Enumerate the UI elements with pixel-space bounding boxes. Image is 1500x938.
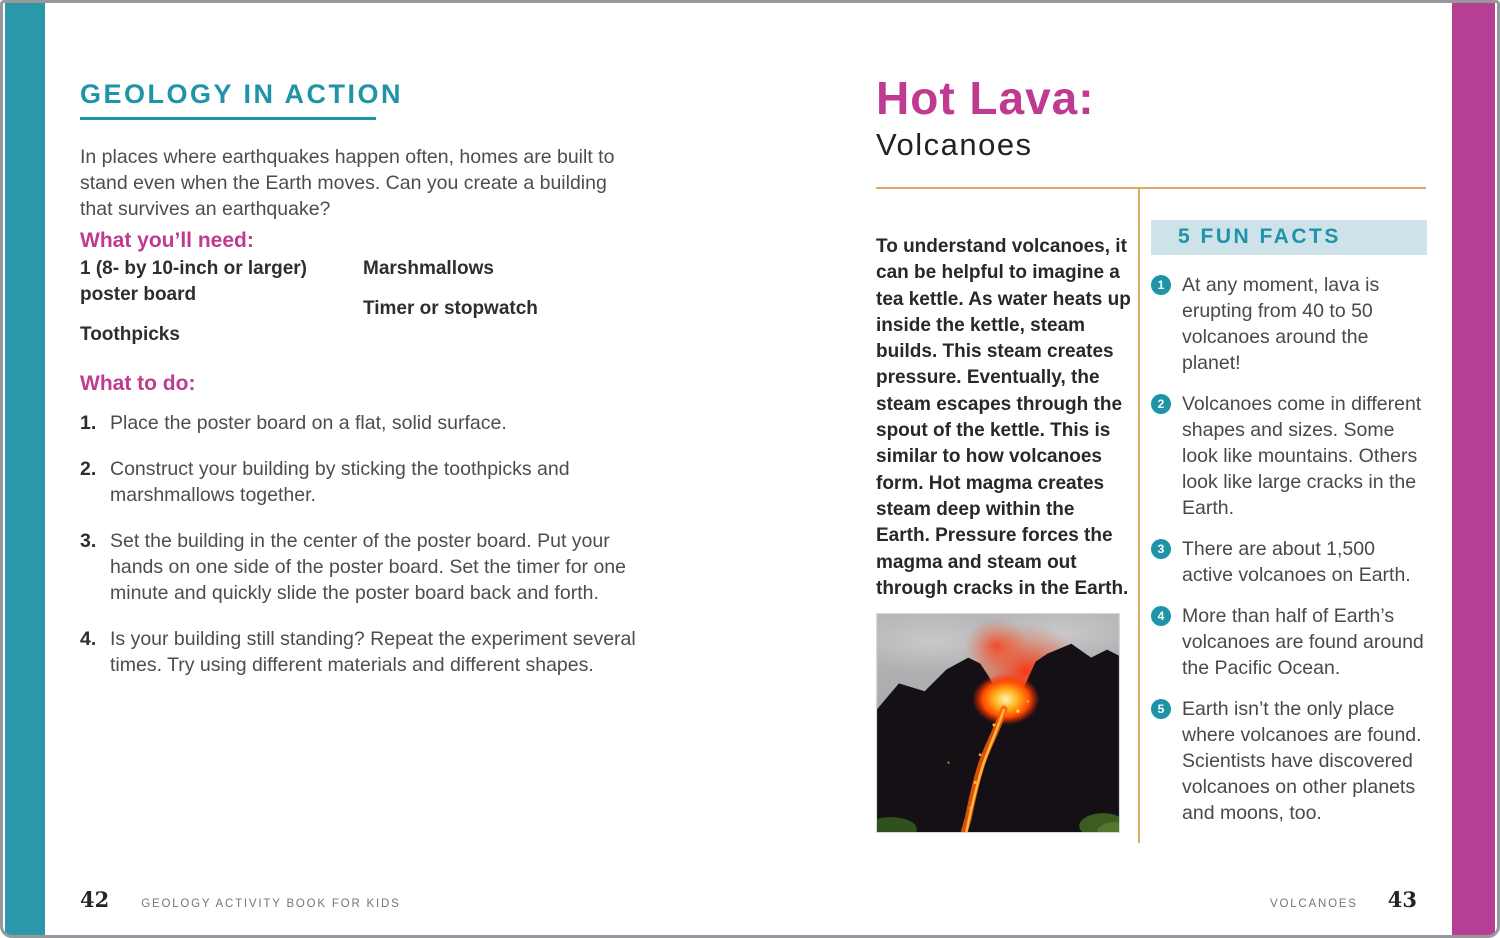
step-text: Construct your building by sticking the toothpicks and marshmallows together. <box>110 458 570 506</box>
fact-text: Volcanoes come in different shapes and sizes. Some look like mountains. Others look like large cracks in the Earth. <box>1182 393 1422 519</box>
book-title-footer: GEOLOGY ACTIVITY BOOK FOR KIDS <box>141 898 401 910</box>
fact-text: More than half of Earth’s volcanoes are found around the Pacific Ocean. <box>1182 605 1424 679</box>
page-number-left: 42 <box>80 887 110 912</box>
need-list-col1 <box>80 256 320 362</box>
fun-facts-heading: 5 FUN FACTS <box>1151 220 1427 255</box>
page-number-right: 43 <box>1387 887 1417 912</box>
activity-heading: GEOLOGY IN ACTION <box>80 79 404 109</box>
step-number: 3. <box>80 530 97 552</box>
todo-heading: What to do: <box>80 372 196 395</box>
need-item: 1 (8- by 10-inch or larger) poster board <box>80 258 308 305</box>
need-item: Timer or stopwatch <box>363 298 538 319</box>
left-accent-bar <box>5 3 45 935</box>
step-number: 4. <box>80 628 97 650</box>
fact-text: At any moment, lava is erupting from 40 to 50 volcanoes around the planet! <box>1182 274 1380 374</box>
footer-right <box>1270 887 1417 912</box>
chapter-title: Hot Lava: <box>876 72 1095 124</box>
fact-text: Earth isn’t the only place where volcanoes are found. Scientists have discovered volcanoes on other planets and moons, too. <box>1182 698 1422 824</box>
fact-number-badge: 4 <box>1151 606 1171 626</box>
need-item: Marshmallows <box>363 258 494 279</box>
todo-item <box>80 528 657 606</box>
volcano-photo-image <box>877 614 1119 832</box>
fun-facts-panel <box>1151 220 1427 841</box>
fun-fact-item <box>1151 391 1427 521</box>
todo-item <box>80 626 657 678</box>
step-number: 2. <box>80 458 97 480</box>
step-text: Place the poster board on a flat, solid surface. <box>110 412 507 434</box>
activity-heading-underline <box>80 117 376 120</box>
fun-fact-item <box>1151 603 1427 681</box>
step-text: Is your building still standing? Repeat the experiment several times. Try using different materials and different shapes. <box>110 628 636 676</box>
fact-text: There are about 1,500 active volcanoes on Earth. <box>1182 538 1411 586</box>
right-accent-bar <box>1452 3 1495 935</box>
activity-intro: In places where earthquakes happen often, homes are built to stand even when the Earth moves. Can you create a building that survives an earthquake? <box>80 145 615 220</box>
fact-number-badge: 1 <box>1151 275 1171 295</box>
fun-fact-item <box>1151 696 1427 826</box>
need-item: Toothpicks <box>80 324 180 345</box>
column-divider <box>1138 188 1140 843</box>
fun-fact-item <box>1151 272 1427 376</box>
step-text: Set the building in the center of the poster board. Put your hands on one side of the poster board. Set the timer for one minute and quickly slide the poster board back and forth. <box>110 530 626 604</box>
footer-left <box>80 887 401 912</box>
title-divider <box>876 187 1426 189</box>
need-list-col2 <box>363 256 613 336</box>
todo-list <box>80 410 657 698</box>
fun-facts-list <box>1151 272 1427 826</box>
fact-number-badge: 2 <box>1151 394 1171 414</box>
chapter-subtitle: Volcanoes <box>876 127 1033 162</box>
section-title-footer: VOLCANOES <box>1269 898 1358 910</box>
volcano-photo <box>876 613 1120 833</box>
fact-number-badge: 3 <box>1151 539 1171 559</box>
fun-fact-item <box>1151 536 1427 588</box>
fact-number-badge: 5 <box>1151 699 1171 719</box>
step-number: 1. <box>80 412 97 434</box>
todo-item <box>80 410 657 436</box>
todo-item <box>80 456 657 508</box>
need-heading: What you’ll need: <box>80 229 254 252</box>
chapter-paragraph: To understand volcanoes, it can be helpful to imagine a tea kettle. As water heats up inside the kettle, steam builds. This steam creates pressure. Eventually, the steam escapes through the spout of the kettle. This is similar to how volcanoes form. Hot magma creates steam deep within the Earth. Pressure forces the magma and steam out through cracks in the Earth. <box>876 236 1131 599</box>
